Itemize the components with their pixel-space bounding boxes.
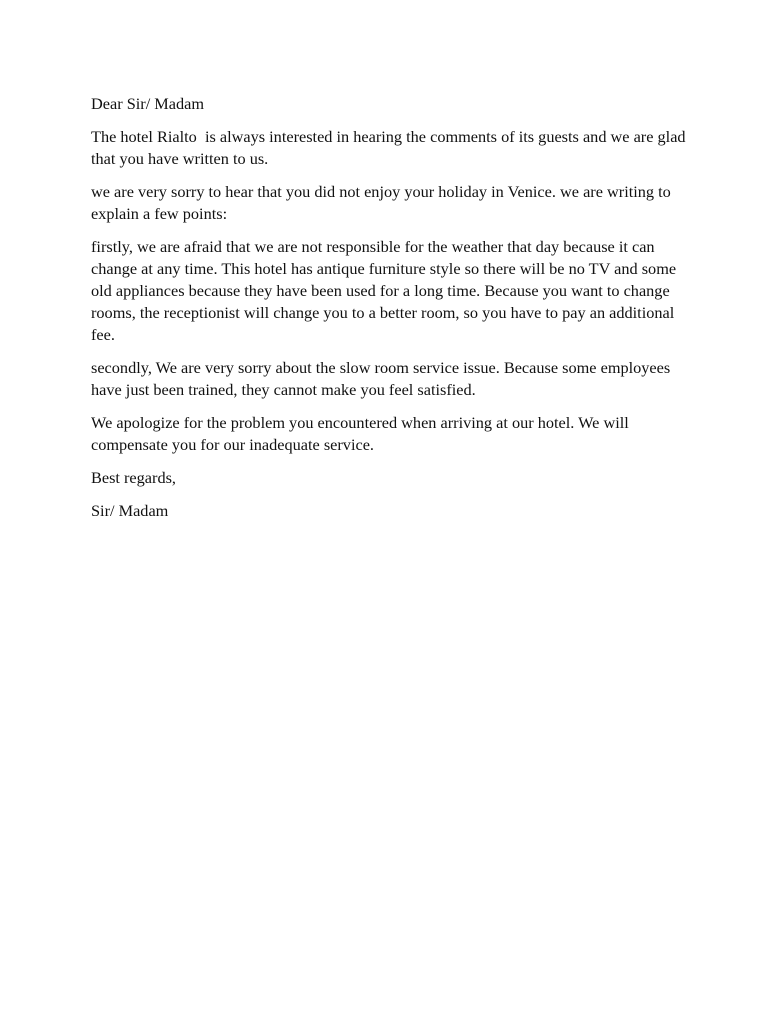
letter-paragraph: The hotel Rialto is always interested in hearing the comments of its guests and we are glad that you have written to us. — [91, 127, 690, 168]
letter-salutation: Dear Sir/ Madam — [91, 94, 205, 113]
letter-closing: Best regards, — [91, 468, 176, 487]
letter-paragraph: secondly, We are very sorry about the slow room service issue. Because some employees have just been trained, they cannot make you feel satisfied. — [91, 358, 675, 399]
letter-body — [91, 93, 691, 533]
letter-paragraph: firstly, we are afraid that we are not responsible for the weather that day because it can change at any time. This hotel has antique furniture style so there will be no TV and some old appliances because they have been used for a long time. Because you want to change rooms, the receptionist will change you to a better room, so you have to pay an additional fee. — [91, 237, 681, 344]
letter-signature: Sir/ Madam — [91, 501, 169, 520]
letter-paragraph: we are very sorry to hear that you did not enjoy your holiday in Venice. we are writing to explain a few points: — [91, 182, 675, 223]
letter-paragraph: We apologize for the problem you encountered when arriving at our hotel. We will compensate you for our inadequate service. — [91, 413, 633, 454]
